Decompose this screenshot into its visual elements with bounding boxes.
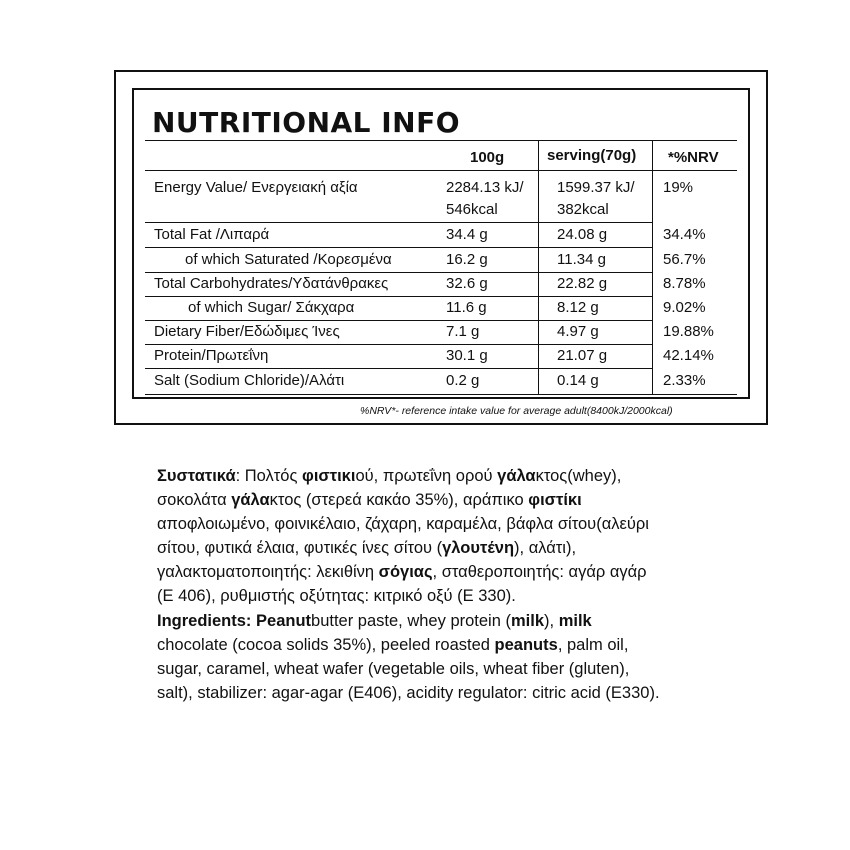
ingredients-greek-heading: Συστατικά [157,467,236,485]
column-header-100g: 100g [470,149,505,166]
value-per-serving: 24.08 g [557,226,608,243]
nutrient-name: of which Saturated /Κορεσμένα [185,251,392,268]
nutrition-title: NUTRITIONAL INFO [152,106,461,139]
value-per-serving: 22.82 g [557,275,608,292]
nutrient-name: Total Carbohydrates/Υδατάνθρακες [154,275,389,292]
value-per-100g: 30.1 g [446,347,488,364]
ingredients-greek-line: σίτου, φυτικά έλαια, φυτικές ίνες σίτου (γλουτένη), αλάτι), [157,539,577,557]
value-per-100g: 546kcal [446,201,498,218]
value-nrv: 8.78% [663,275,706,292]
value-per-100g: 16.2 g [446,251,488,268]
ingredients-english-line: Ingredients: Peanutbutter paste, whey protein (milk), milk [157,612,592,630]
value-nrv: 19% [663,179,694,196]
table-rule-header-bottom [145,170,737,171]
value-nrv: 9.02% [663,299,706,316]
table-rule [145,368,652,369]
ingredients-greek-line: γαλακτοματοποιητής: λεκιθίνη σόγιας, σταθεροποιητής: αγάρ αγάρ [157,563,647,581]
column-header-serving: serving(70g) [547,147,637,164]
value-per-100g: 32.6 g [446,275,488,292]
ingredients-english-line: salt), stabilizer: agar-agar (E406), acidity regulator: citric acid (E330). [157,684,660,702]
table-rule [145,247,652,248]
nutrient-name: Salt (Sodium Chloride)/Αλάτι [154,372,345,389]
value-per-serving: 4.97 g [557,323,599,340]
value-per-100g: 11.6 g [446,299,487,316]
value-nrv: 56.7% [663,251,706,268]
nutrient-name: Dietary Fiber/Εδώδιμες Ίνες [154,323,340,340]
value-per-serving: 0.14 g [557,372,599,389]
table-rule-bottom [145,394,737,395]
ingredients-english-heading: Ingredients: Peanut [157,612,312,630]
nutrient-name: Total Fat /Λιπαρά [154,226,270,243]
ingredients-greek-line: αποφλοιωμένο, φοινικέλαιο, ζάχαρη, καραμέλα, βάφλα σίτου(αλεύρι [157,515,649,533]
value-per-serving: 8.12 g [557,299,599,316]
value-per-serving: 11.34 g [557,251,606,268]
column-header-nrv: *%NRV [668,149,719,166]
value-per-serving: 1599.37 kJ/ [557,179,635,196]
ingredients-greek-line: σοκολάτα γάλακτος (στερεά κακάο 35%), αράπικο φιστίκι [157,491,582,509]
value-nrv: 42.14% [663,347,714,364]
value-per-100g: 0.2 g [446,372,480,389]
table-rule [145,222,652,223]
value-per-100g: 7.1 g [446,323,480,340]
table-column-divider [652,140,653,394]
value-nrv: 2.33% [663,372,706,389]
nutrient-name: Energy Value/ Ενεργειακή αξία [154,179,358,196]
nrv-footnote: %NRV*- reference intake value for average adult(8400kJ/2000kcal) [360,405,673,417]
value-per-serving: 21.07 g [557,347,608,364]
nutrient-name: Protein/Πρωτεΐνη [154,347,269,364]
value-per-100g: 2284.13 kJ/ [446,179,524,196]
table-rule-header-top [145,140,737,141]
ingredients-english-line: chocolate (cocoa solids 35%), peeled roasted peanuts, palm oil, [157,636,629,654]
value-per-100g: 34.4 g [446,226,488,243]
ingredients-greek-line: (Ε 406), ρυθμιστής οξύτητας: κιτρικό οξύ (Ε 330). [157,587,516,605]
ingredients-greek-line: Συστατικά: Πολτός φιστικιού, πρωτεΐνη ορού γάλακτος(whey), [157,467,622,485]
value-nrv: 19.88% [663,323,714,340]
ingredients-english-line: sugar, caramel, wheat wafer (vegetable oils, wheat fiber (gluten), [157,660,630,678]
value-per-serving: 382kcal [557,201,609,218]
value-nrv: 34.4% [663,226,706,243]
nutrient-name: of which Sugar/ Σάκχαρα [188,299,355,316]
table-column-divider [538,140,539,394]
